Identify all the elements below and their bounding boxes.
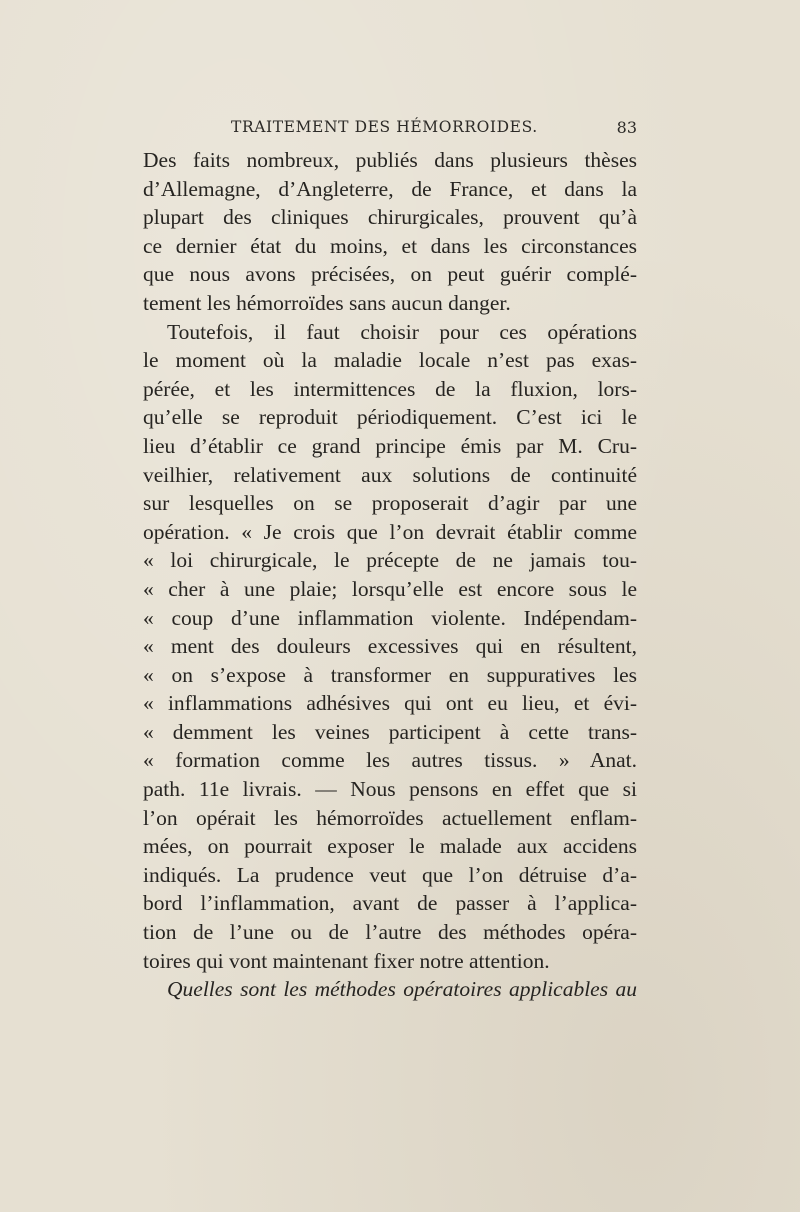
- text-line: tion de l’une ou de l’autre des méthodes opéra-: [143, 920, 637, 945]
- text-line: « on s’expose à transformer en suppuratives les: [143, 662, 637, 687]
- text-line: Quelles sont les méthodes opératoires applicables au: [167, 977, 637, 1002]
- text-line: d’Allemagne, d’Angleterre, de France, et dans la: [143, 176, 637, 201]
- text-line: tement les hémorroïdes sans aucun danger.: [143, 290, 511, 315]
- text-line: mées, on pourrait exposer le malade aux accidens: [143, 834, 637, 859]
- text-line: qu’elle se reproduit périodiquement. C’est ici le: [143, 405, 637, 430]
- text-line: plupart des cliniques chirurgicales, prouvent qu’à: [143, 205, 637, 230]
- text-line: ce dernier état du moins, et dans les circonstances: [143, 233, 637, 258]
- text-line: Des faits nombreux, publiés dans plusieurs thèses: [143, 148, 637, 172]
- text-line: toires qui vont maintenant fixer notre attention.: [143, 948, 550, 973]
- text-line: « formation comme les autres tissus. » Anat.: [143, 748, 637, 773]
- text-line: indiqués. La prudence veut que l’on détruise d’a-: [143, 862, 637, 887]
- text-line: « loi chirurgicale, le précepte de ne jamais tou-: [143, 548, 637, 573]
- page-number: 83: [616, 118, 637, 137]
- text-line: lieu d’établir ce grand principe émis par M. Cru-: [143, 433, 637, 458]
- text-line: path. 11e livrais. — Nous pensons en effet que si: [143, 777, 637, 802]
- text-line: sur lesquelles on se proposerait d’agir par une: [143, 491, 637, 516]
- text-line: le moment où la maladie locale n’est pas exas-: [143, 348, 637, 373]
- body-text: [143, 146, 637, 1004]
- text-line: « demment les veines participent à cette trans-: [143, 719, 637, 744]
- page-header: [143, 118, 637, 138]
- text-line: « ment des douleurs excessives qui en résultent,: [143, 634, 637, 659]
- text-line: veilhier, relativement aux solutions de continuité: [143, 462, 637, 487]
- text-line: pérée, et les intermittences de la fluxion, lors-: [143, 376, 637, 401]
- text-line: que nous avons précisées, on peut guérir complé-: [143, 262, 637, 287]
- text-line: « coup d’une inflammation violente. Indépendam-: [143, 605, 637, 630]
- text-line: bord l’inflammation, avant de passer à l’applica-: [143, 891, 637, 916]
- text-line: l’on opérait les hémorroïdes actuellement enflam-: [143, 805, 637, 830]
- text-line: Toutefois, il faut choisir pour ces opérations: [167, 319, 637, 344]
- text-line: « inflammations adhésives qui ont eu lieu, et évi-: [143, 691, 637, 716]
- text-line: « cher à une plaie; lorsqu’elle est encore sous le: [143, 576, 637, 601]
- running-title: TRAITEMENT DES HÉMORROIDES.: [231, 118, 538, 136]
- text-line: opération. « Je crois que l’on devrait établir comme: [143, 519, 637, 544]
